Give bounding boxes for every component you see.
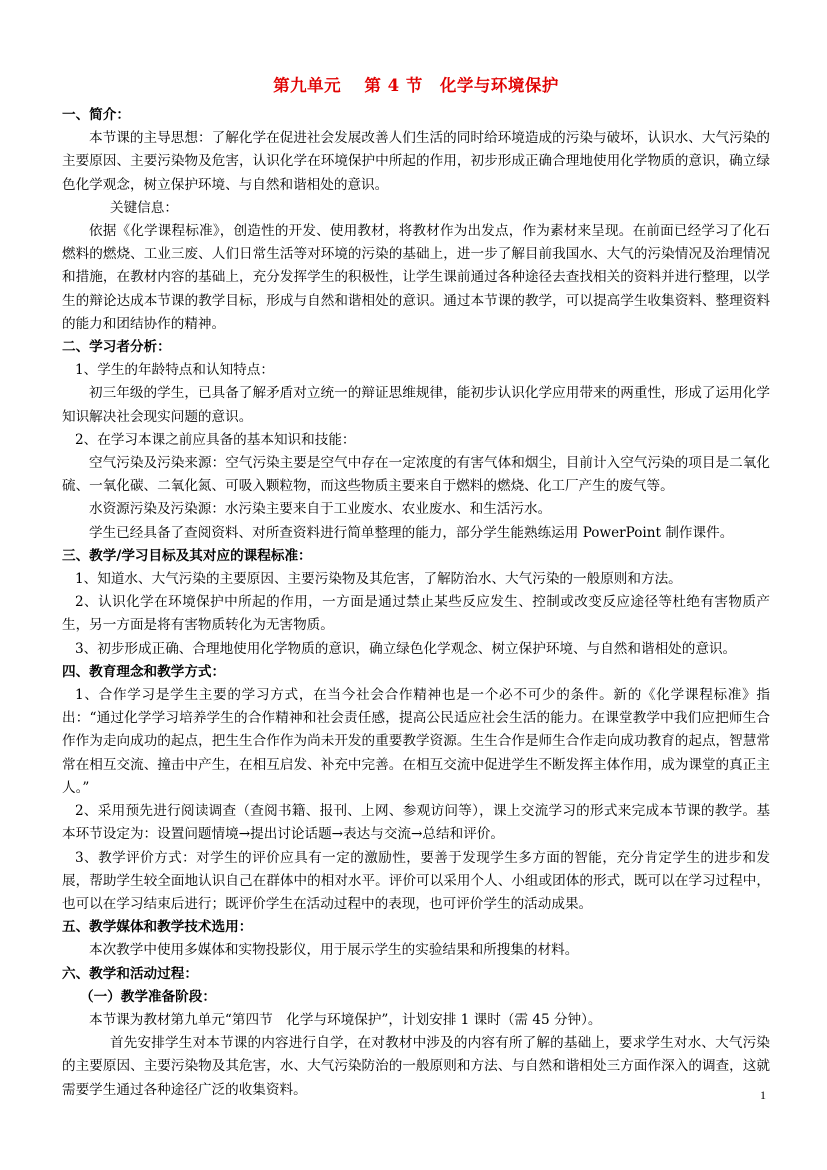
intro-paragraph: 本节课的主导思想：了解化学在促进社会发展改善人们生活的同时给环境造成的污染与破坏，认识水、大气污染的主要原因、主要污染物及危害，认识化学在环境保护中所起的作用，初步形成正确合理地使用化学物质的意识，确立绿色化学观念，树立保护环境、与自然和谐相处的意识。 xyxy=(62,130,770,193)
page-title: 第九单元 第 4 节 化学与环境保护 xyxy=(273,76,559,95)
page-number: 1 xyxy=(760,1088,766,1102)
water-pollution-paragraph: 水资源污染及污染源：水污染主要来自于工业废水、农业废水、和生活污水。 xyxy=(89,501,552,518)
process-paragraph-1: 本节课为教材第九单元“第四节 化学与环境保护”，计划安排 1 课时（需 45 分钟）。 xyxy=(89,1011,602,1028)
learner-item-2: 2、在学习本课之前应具备的基本知识和技能： xyxy=(75,431,356,448)
philosophy-item-2: 2、采用预先进行阅读调查（查阅书籍、报刊、上网、参观访问等），课上交流学习的形式来完成本节课的教学。基本环节设定为：设置问题情境→提出讨论话题→表达与交流→总结和评价。 xyxy=(62,803,770,843)
section-learner-heading: 二、学习者分析： xyxy=(62,339,171,356)
process-sub-heading-1: （一）教学准备阶段： xyxy=(80,988,216,1005)
learner-item-1-text: 初三年级的学生，已具备了解矛盾对立统一的辩证思维规律，能初步认识化学应用带来的两重性，形成了运用化学知识解决社会现实问题的意识。 xyxy=(62,385,770,425)
student-skills-paragraph: 学生已经具备了查阅资料、对所查资料进行简单整理的能力，部分学生能熟练运用 PowerPoint 制作课件。 xyxy=(89,524,734,541)
section-process-heading: 六、教学和活动过程： xyxy=(62,965,198,982)
section-philosophy-heading: 四、教育理念和教学方式： xyxy=(62,663,226,680)
air-pollution-paragraph: 空气污染及污染来源：空气污染主要是空气中存在一定浓度的有害气体和烟尘，目前计入空气污染的项目是二氧化硫、一氧化碳、二氧化氮、可吸入颗粒物，而这些物质主要来自于燃料的燃烧、化工厂产生的废气等。 xyxy=(62,455,770,495)
key-info-label: 关键信息： xyxy=(110,199,178,216)
philosophy-item-1: 1、合作学习是学生主要的学习方式，在当今社会合作精神也是一个必不可少的条件。新的《化学课程标准》指出：“通过化学学习培养学生的合作精神和社会责任感，提高公民适应社会生活的能力。在课堂教学中我们应把师生合作作为走向成功的起点，把生生合作作为尚未开发的重要教学资源。生生合作是师生合作走向成功教育的起点，智慧常常在相互交流、撞击中产生，在相互启发、补充中完善。在相互交流中促进学生不断发挥主体作用，成为课堂的真正主人。” xyxy=(62,687,770,796)
section-media-heading: 五、教学媒体和教学技术选用： xyxy=(62,919,253,936)
goal-3: 3、初步形成正确、合理地使用化学物质的意识，确立绿色化学观念、树立保护环境、与自然和谐相处的意识。 xyxy=(75,640,737,657)
process-paragraph-2: 首先安排学生对本节课的内容进行自学，在对教材中涉及的内容有所了解的基础上，要求学生对水、大气污染的主要原因、主要污染物及其危害，水、大气污染防治的一般原则和方法、与自然和谐相处三方面作深入的调查，这就需要学生通过各种途径广泛的收集资料。 xyxy=(62,1035,770,1098)
key-info-paragraph: 依据《化学课程标准》，创造性的开发、使用教材，将教材作为出发点，作为素材来呈现。在前面已经学习了化石燃料的燃烧、工业三废、人们日常生活等对环境的污染的基础上，进一步了解目前我国水、大气的污染情况及治理情况和措施，在教材内容的基础上，充分发挥学生的积极性，让学生课前通过各种途径去查找相关的资料并进行整理，以学生的辩论达成本节课的教学目标，形成与自然和谐相处的意识。通过本节课的教学，可以提高学生收集资料、整理资料的能力和团结协作的精神。 xyxy=(62,223,770,332)
goal-1: 1、知道水、大气污染的主要原因、主要污染物及其危害，了解防治水、大气污染的一般原则和方法。 xyxy=(75,571,682,588)
philosophy-item-3: 3、教学评价方式：对学生的评价应具有一定的激励性，要善于发现学生多方面的智能，充分肯定学生的进步和发展，帮助学生较全面地认识自己在群体中的相对水平。评价可以采用个人、小组或团体的形式，既可以在学习过程中，也可以在学习结束后进行；既评价学生在活动过程中的表现，也可评价学生的活动成果。 xyxy=(62,849,770,912)
learner-item-1: 1、学生的年龄特点和认知特点： xyxy=(75,362,274,379)
media-paragraph: 本次教学中使用多媒体和实物投影仪，用于展示学生的实验结果和所搜集的材料。 xyxy=(89,942,579,959)
section-goals-heading: 三、教学/学习目标及其对应的课程标准： xyxy=(62,547,312,564)
goal-2: 2、认识化学在环境保护中所起的作用，一方面是通过禁止某些反应发生、控制或改变反应途径等杜绝有害物质产生，另一方面是将有害物质转化为无害物质。 xyxy=(62,594,770,634)
section-intro-heading: 一、简介： xyxy=(62,107,130,123)
document-page xyxy=(62,70,770,1102)
